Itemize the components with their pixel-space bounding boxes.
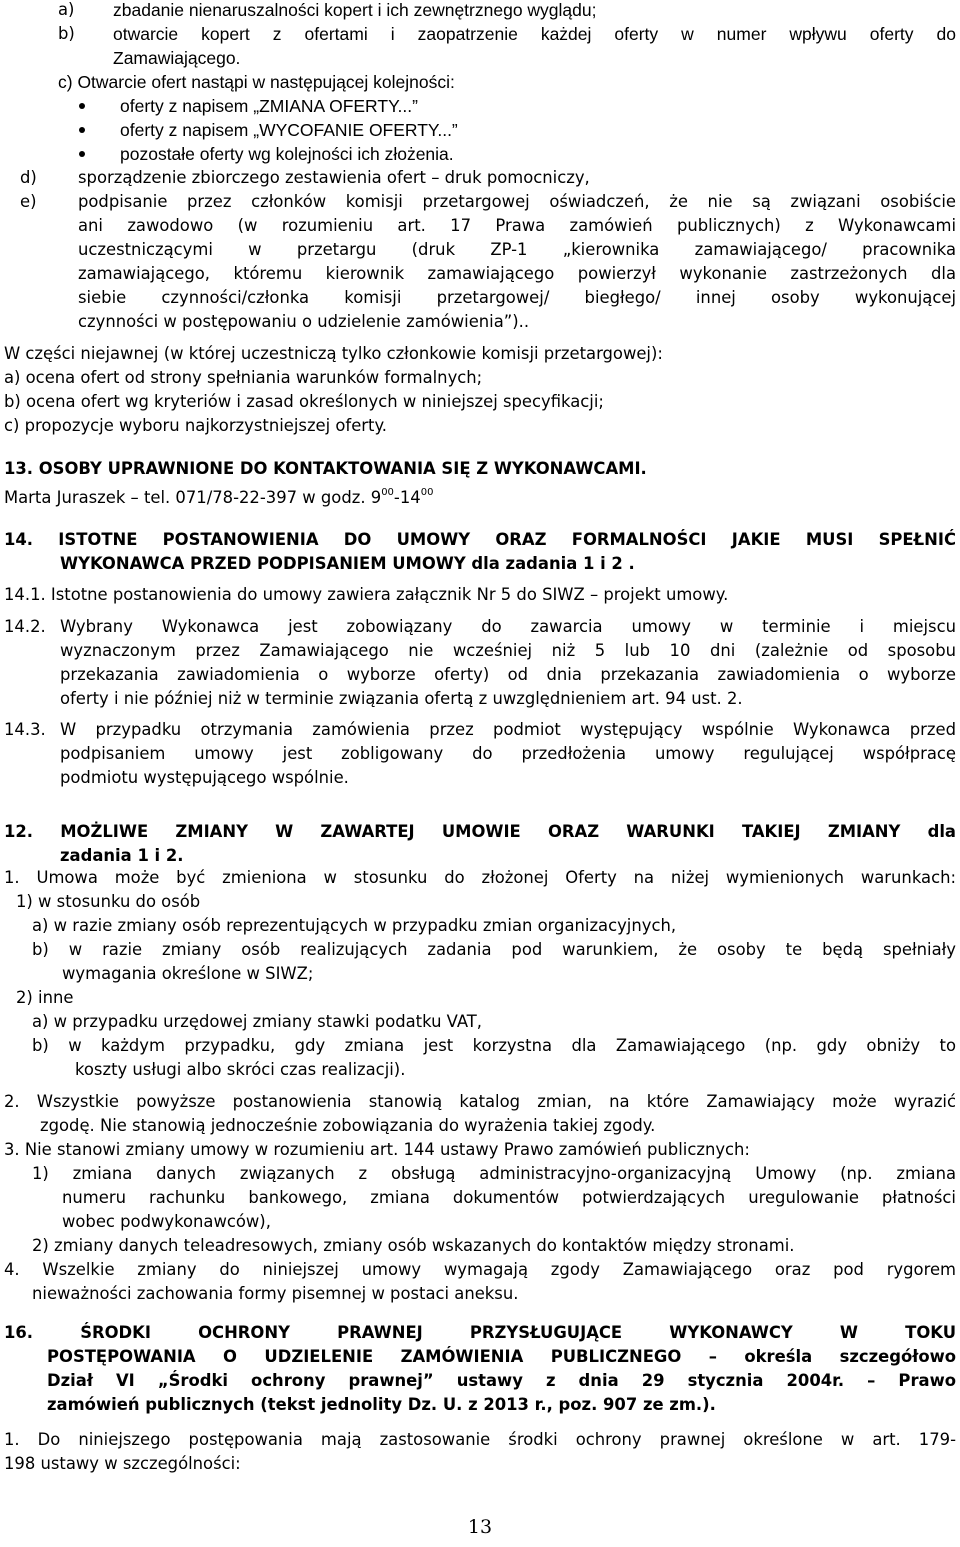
page-number: 13 bbox=[467, 1516, 493, 1538]
text-line-s142n: 14.2. bbox=[4, 617, 46, 636]
text-line-d1: d) bbox=[20, 168, 37, 187]
text-line-e1: e) bbox=[20, 192, 37, 211]
text-line-h16d: zamówień publicznych (tekst jednolity Dz. U. z 2013 r., poz. 907 ze zm.). bbox=[47, 1395, 716, 1414]
text-line-u1a: 1) w stosunku do osób bbox=[16, 892, 201, 911]
text-line-f1a: 1. Do niniejszego postępowania mają zastosowanie środki ochrony prawnej określone w art. 179- bbox=[4, 1430, 956, 1449]
text-line-u4b: nieważności zachowania formy pisemnej w postaci aneksu. bbox=[32, 1284, 519, 1303]
text-line-u3a3: wobec podwykonawców), bbox=[62, 1212, 271, 1231]
text-line-s143n: 14.3. bbox=[4, 720, 46, 739]
text-line-h16a: 16. ŚRODKI OCHRONY PRAWNEJ PRZYSŁUGUJĄCE WYKONAWCY W TOKU bbox=[4, 1323, 956, 1342]
text-line-u2a: 2. Wszystkie powyższe postanowienia stanowią katalog zmian, na które Zamawiający może wyrazić bbox=[4, 1092, 956, 1111]
text-line-p2b: b) ocena ofert wg kryteriów i zasad określonych w niniejszej specyfikacji; bbox=[4, 392, 604, 411]
text-line-b1t2: Zamawiającego. bbox=[113, 48, 241, 68]
text-line-a1t: zbadanie nienaruszalności kopert i ich zewnętrznego wyglądu; bbox=[113, 0, 597, 20]
text-line-d1t: sporządzenie zbiorczego zestawienia ofert – druk pomocniczy, bbox=[78, 168, 590, 187]
text-line-s141: 14.1. Istotne postanowienia do umowy zawiera załącznik Nr 5 do SIWZ – projekt umowy. bbox=[4, 585, 729, 604]
text-line-u1ab2: wymagania określone w SIWZ; bbox=[62, 964, 314, 983]
bullet-icon bbox=[79, 103, 85, 109]
text-line-u3a1: 1) zmiana danych związanych z obsługą administracyjno-organizacyjną Umowy (np. zmiana bbox=[32, 1164, 956, 1183]
text-line-s142c: przekazania zawiadomienia o wyborze oferty) od dnia przekazania zawiadomienia o wyborze bbox=[60, 665, 956, 684]
text-line-b1t: otwarcie kopert z ofertami i zaopatrzenie każdej oferty w numer wpływu oferty do bbox=[113, 24, 956, 44]
text-line-u1ba: a) w przypadku urzędowej zmiany stawki podatku VAT, bbox=[32, 1012, 483, 1031]
contact-hour-end-minutes: 00 bbox=[420, 487, 434, 498]
contact-line bbox=[4, 481, 433, 510]
text-line-h13: 13. OSOBY UPRAWNIONE DO KONTAKTOWANIA SIĘ Z WYKONAWCAMI. bbox=[4, 459, 647, 478]
text-line-u1ab1: b) w razie zmiany osób realizujących zadania pod warunkiem, że osoby te będą spełniały bbox=[32, 940, 956, 959]
text-line-s143c: podmiotu występującego wspólnie. bbox=[60, 768, 349, 787]
text-line-h12a: 12. MOŻLIWE ZMIANY W ZAWARTEJ UMOWIE ORAZ WARUNKI TAKIEJ ZMIANY dla bbox=[4, 822, 956, 841]
text-line-s143b: podpisaniem umowy jest zobligowany do przedłożenia umowy regulującej współpracę bbox=[60, 744, 956, 763]
text-line-u3b: 2) zmiany danych teleadresowych, zmiany osób wskazanych do kontaktów między stronami. bbox=[32, 1236, 795, 1255]
text-line-u1: 1. Umowa może być zmieniona w stosunku do złożonej Oferty na niżej wymienionych warunkach: bbox=[4, 868, 956, 887]
text-line-u4a: 4. Wszelkie zmiany do niniejszej umowy wymagają zgody Zamawiającego oraz pod rygorem bbox=[4, 1260, 956, 1279]
text-line-e1t1: podpisanie przez członków komisji przetargowej oświadczeń, że nie są związani osobiście bbox=[78, 192, 956, 211]
text-line-u1bb2: koszty usługi albo skróci czas realizacji). bbox=[75, 1060, 406, 1079]
text-line-c1: c) Otwarcie ofert nastąpi w następującej kolejności: bbox=[58, 72, 455, 92]
text-line-s142b: wyznaczonym przez Zamawiającego nie wcześniej niż 5 lub 10 dni (zależnie od sposobu bbox=[60, 641, 956, 660]
text-line-s142d: oferty i nie później niż w terminie związania ofertą z uwzględnieniem art. 94 ust. 2. bbox=[60, 689, 743, 708]
contact-hour-end: -14 bbox=[393, 488, 421, 507]
text-line-u3: 3. Nie stanowi zmiany umowy w rozumieniu art. 144 ustawy Prawo zamówień publicznych: bbox=[4, 1140, 750, 1159]
text-line-c1b3: pozostałe oferty wg kolejności ich złożenia. bbox=[120, 144, 454, 164]
text-line-p2: W części niejawnej (w której uczestniczą tylko członkowie komisji przetargowej): bbox=[4, 344, 663, 363]
text-line-s143a: W przypadku otrzymania zamówienia przez podmiot występujący wspólnie Wykonawca przed bbox=[60, 720, 956, 739]
text-line-u1aa: a) w razie zmiany osób reprezentujących w przypadku zmian organizacyjnych, bbox=[32, 916, 677, 935]
text-line-e1t5: siebie czynności/członka komisji przetargowej/ biegłego/ innej osoby wykonującej bbox=[78, 288, 956, 307]
text-line-e1t4: zamawiającego, któremu kierownik zamawiającego powierzył wykonanie zastrzeżonych dla bbox=[78, 264, 956, 283]
contact-hour-start-minutes: 00 bbox=[381, 487, 394, 498]
text-line-u1bb1: b) w każdym przypadku, gdy zmiana jest korzystna dla Zamawiającego (np. gdy obniży to bbox=[32, 1036, 956, 1055]
text-line-a1: a) bbox=[58, 0, 75, 19]
text-line-e1t3: uczestniczącymi w przetargu (druk ZP-1 „kierownika zamawiającego/ pracownika bbox=[78, 240, 956, 259]
text-line-u3a2: numeru rachunku bankowego, zmiana dokumentów potwierdzających uregulowanie płatności bbox=[62, 1188, 956, 1207]
text-line-s142a: Wybrany Wykonawca jest zobowiązany do zawarcia umowy w terminie i miejscu bbox=[60, 617, 956, 636]
text-line-h16b: POSTĘPOWANIA O UDZIELENIE ZAMÓWIENIA PUBLICZNEGO – określa szczegółowo bbox=[47, 1347, 956, 1366]
text-line-c1b2: oferty z napisem „WYCOFANIE OFERTY...” bbox=[120, 120, 458, 140]
text-line-u2b: zgodę. Nie stanowią jednocześnie zobowiązania do wyrażenia takiej zgody. bbox=[40, 1116, 656, 1135]
bullet-icon bbox=[79, 151, 85, 157]
bullet-icon bbox=[79, 127, 85, 133]
text-line-p2c: c) propozycje wyboru najkorzystniejszej oferty. bbox=[4, 416, 388, 435]
text-line-c1b1: oferty z napisem „ZMIANA OFERTY...” bbox=[120, 96, 418, 116]
text-line-e1t6: czynności w postępowaniu o udzielenie zamówienia”).. bbox=[78, 312, 530, 331]
text-line-b1: b) bbox=[58, 24, 75, 43]
text-line-u1b: 2) inne bbox=[16, 988, 74, 1007]
text-line-h14a: 14. ISTOTNE POSTANOWIENIA DO UMOWY ORAZ FORMALNOŚCI JAKIE MUSI SPEŁNIĆ bbox=[4, 530, 956, 549]
text-line-h16c: Dział VI „Środki ochrony prawnej” ustawy z dnia 29 stycznia 2004r. – Prawo bbox=[47, 1371, 956, 1390]
text-line-p2a: a) ocena ofert od strony spełniania warunków formalnych; bbox=[4, 368, 483, 387]
text-line-e1t2: ani zawodowo (w rozumieniu art. 17 Prawa zamówień publicznych) z Wykonawcami bbox=[78, 216, 956, 235]
text-line-h14b: WYKONAWCA PRZED PODPISANIEM UMOWY dla zadania 1 i 2 . bbox=[60, 554, 635, 573]
text-line-f1b: 198 ustawy w szczególności: bbox=[4, 1454, 241, 1473]
contact-text: Marta Juraszek – tel. 071/78-22-397 w godz. 9 bbox=[4, 488, 382, 507]
text-line-h12b: zadania 1 i 2. bbox=[60, 846, 184, 865]
